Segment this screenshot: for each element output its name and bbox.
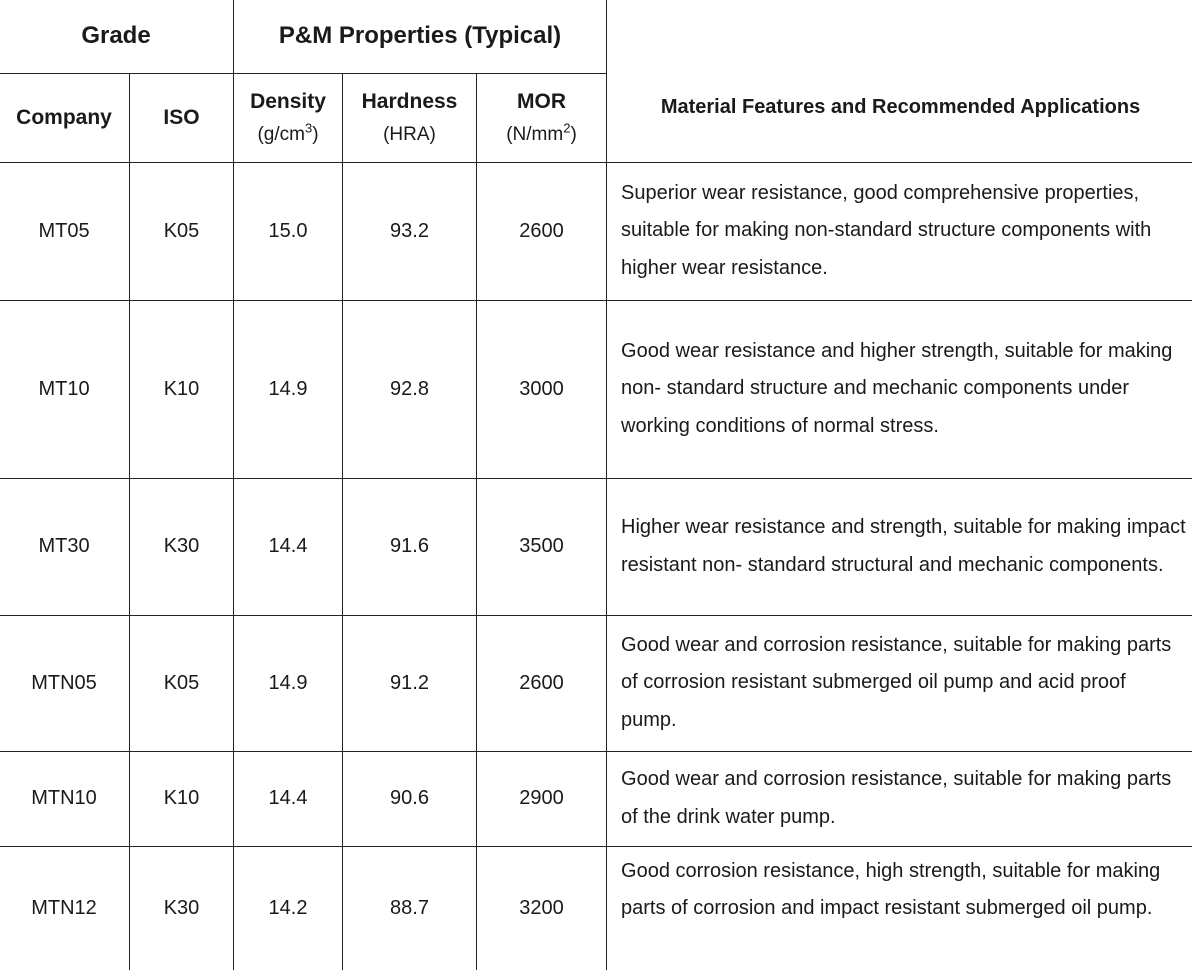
- iso-cell: K30: [130, 846, 234, 970]
- density-unit: [234, 120, 342, 146]
- table-row: [0, 478, 1192, 615]
- mor-cell: 3500: [477, 478, 607, 615]
- hardness-cell: 91.6: [343, 478, 477, 615]
- density-unit-base: (g/cm: [257, 123, 305, 145]
- hardness-cell: 93.2: [343, 162, 477, 300]
- company-cell: MTN05: [0, 615, 130, 751]
- mor-cell: 3200: [477, 846, 607, 970]
- mor-unit-base: (N/mm: [506, 123, 564, 145]
- density-unit-exp: 3: [304, 120, 313, 136]
- table-row: [0, 162, 1192, 300]
- density-cell: 15.0: [234, 162, 343, 300]
- iso-cell: K30: [130, 478, 234, 615]
- hardness-cell: 90.6: [343, 751, 477, 846]
- density-cell: 14.9: [234, 615, 343, 751]
- iso-cell: K10: [130, 751, 234, 846]
- company-cell: MT05: [0, 162, 130, 300]
- table-row: [0, 846, 1192, 970]
- density-cell: 14.4: [234, 751, 343, 846]
- density-label: Density: [250, 89, 326, 113]
- table-row: [0, 751, 1192, 846]
- company-cell: MTN12: [0, 846, 130, 970]
- mor-cell: 2600: [477, 615, 607, 751]
- company-cell: MT30: [0, 478, 130, 615]
- table-row: [0, 300, 1192, 478]
- mor-unit: [477, 120, 606, 146]
- hardness-label: Hardness: [361, 89, 458, 113]
- features-cell: Superior wear resistance, good comprehensive properties, suitable for making non-standard structure components with higher wear resistance.: [607, 162, 1192, 300]
- company-cell: MTN10: [0, 751, 130, 846]
- density-unit-close: ): [312, 123, 319, 145]
- mor-label: MOR: [517, 89, 566, 113]
- table-row: [0, 615, 1192, 751]
- iso-cell: K05: [130, 162, 234, 300]
- features-cell: Higher wear resistance and strength, suitable for making impact resistant non- standard structural and mechanic components.: [607, 478, 1192, 615]
- mor-unit-exp: 2: [563, 120, 571, 136]
- density-header: [234, 73, 343, 162]
- mor-header: [477, 73, 607, 162]
- hardness-header: [343, 73, 477, 162]
- mor-cell: 2600: [477, 162, 607, 300]
- iso-cell: K05: [130, 615, 234, 751]
- hardness-cell: 88.7: [343, 846, 477, 970]
- features-cell: Good corrosion resistance, high strength, suitable for making parts of corrosion and impact resistant submerged oil pump.: [607, 846, 1192, 970]
- iso-header: ISO: [130, 73, 234, 162]
- mor-cell: 2900: [477, 751, 607, 846]
- features-cell: Good wear and corrosion resistance, suitable for making parts of the drink water pump.: [607, 751, 1192, 846]
- density-cell: 14.9: [234, 300, 343, 478]
- density-cell: 14.2: [234, 846, 343, 970]
- company-cell: MT10: [0, 300, 130, 478]
- features-cell: Good wear resistance and higher strength, suitable for making non- standard structure and mechanic components under working conditions of normal stress.: [607, 300, 1192, 478]
- pm-properties-header: P&M Properties (Typical): [234, 0, 607, 73]
- mor-unit-close: ): [570, 123, 577, 145]
- hardness-unit: (HRA): [383, 123, 436, 145]
- iso-cell: K10: [130, 300, 234, 478]
- mor-cell: 3000: [477, 300, 607, 478]
- features-cell: Good wear and corrosion resistance, suitable for making parts of corrosion resistant submerged oil pump and acid proof pump.: [607, 615, 1192, 751]
- grade-header: Grade: [0, 0, 234, 73]
- features-header: Material Features and Recommended Applications: [607, 0, 1192, 162]
- hardness-cell: 91.2: [343, 615, 477, 751]
- header-row-top: [0, 0, 1192, 73]
- density-cell: 14.4: [234, 478, 343, 615]
- company-header: Company: [0, 73, 130, 162]
- hardness-cell: 92.8: [343, 300, 477, 478]
